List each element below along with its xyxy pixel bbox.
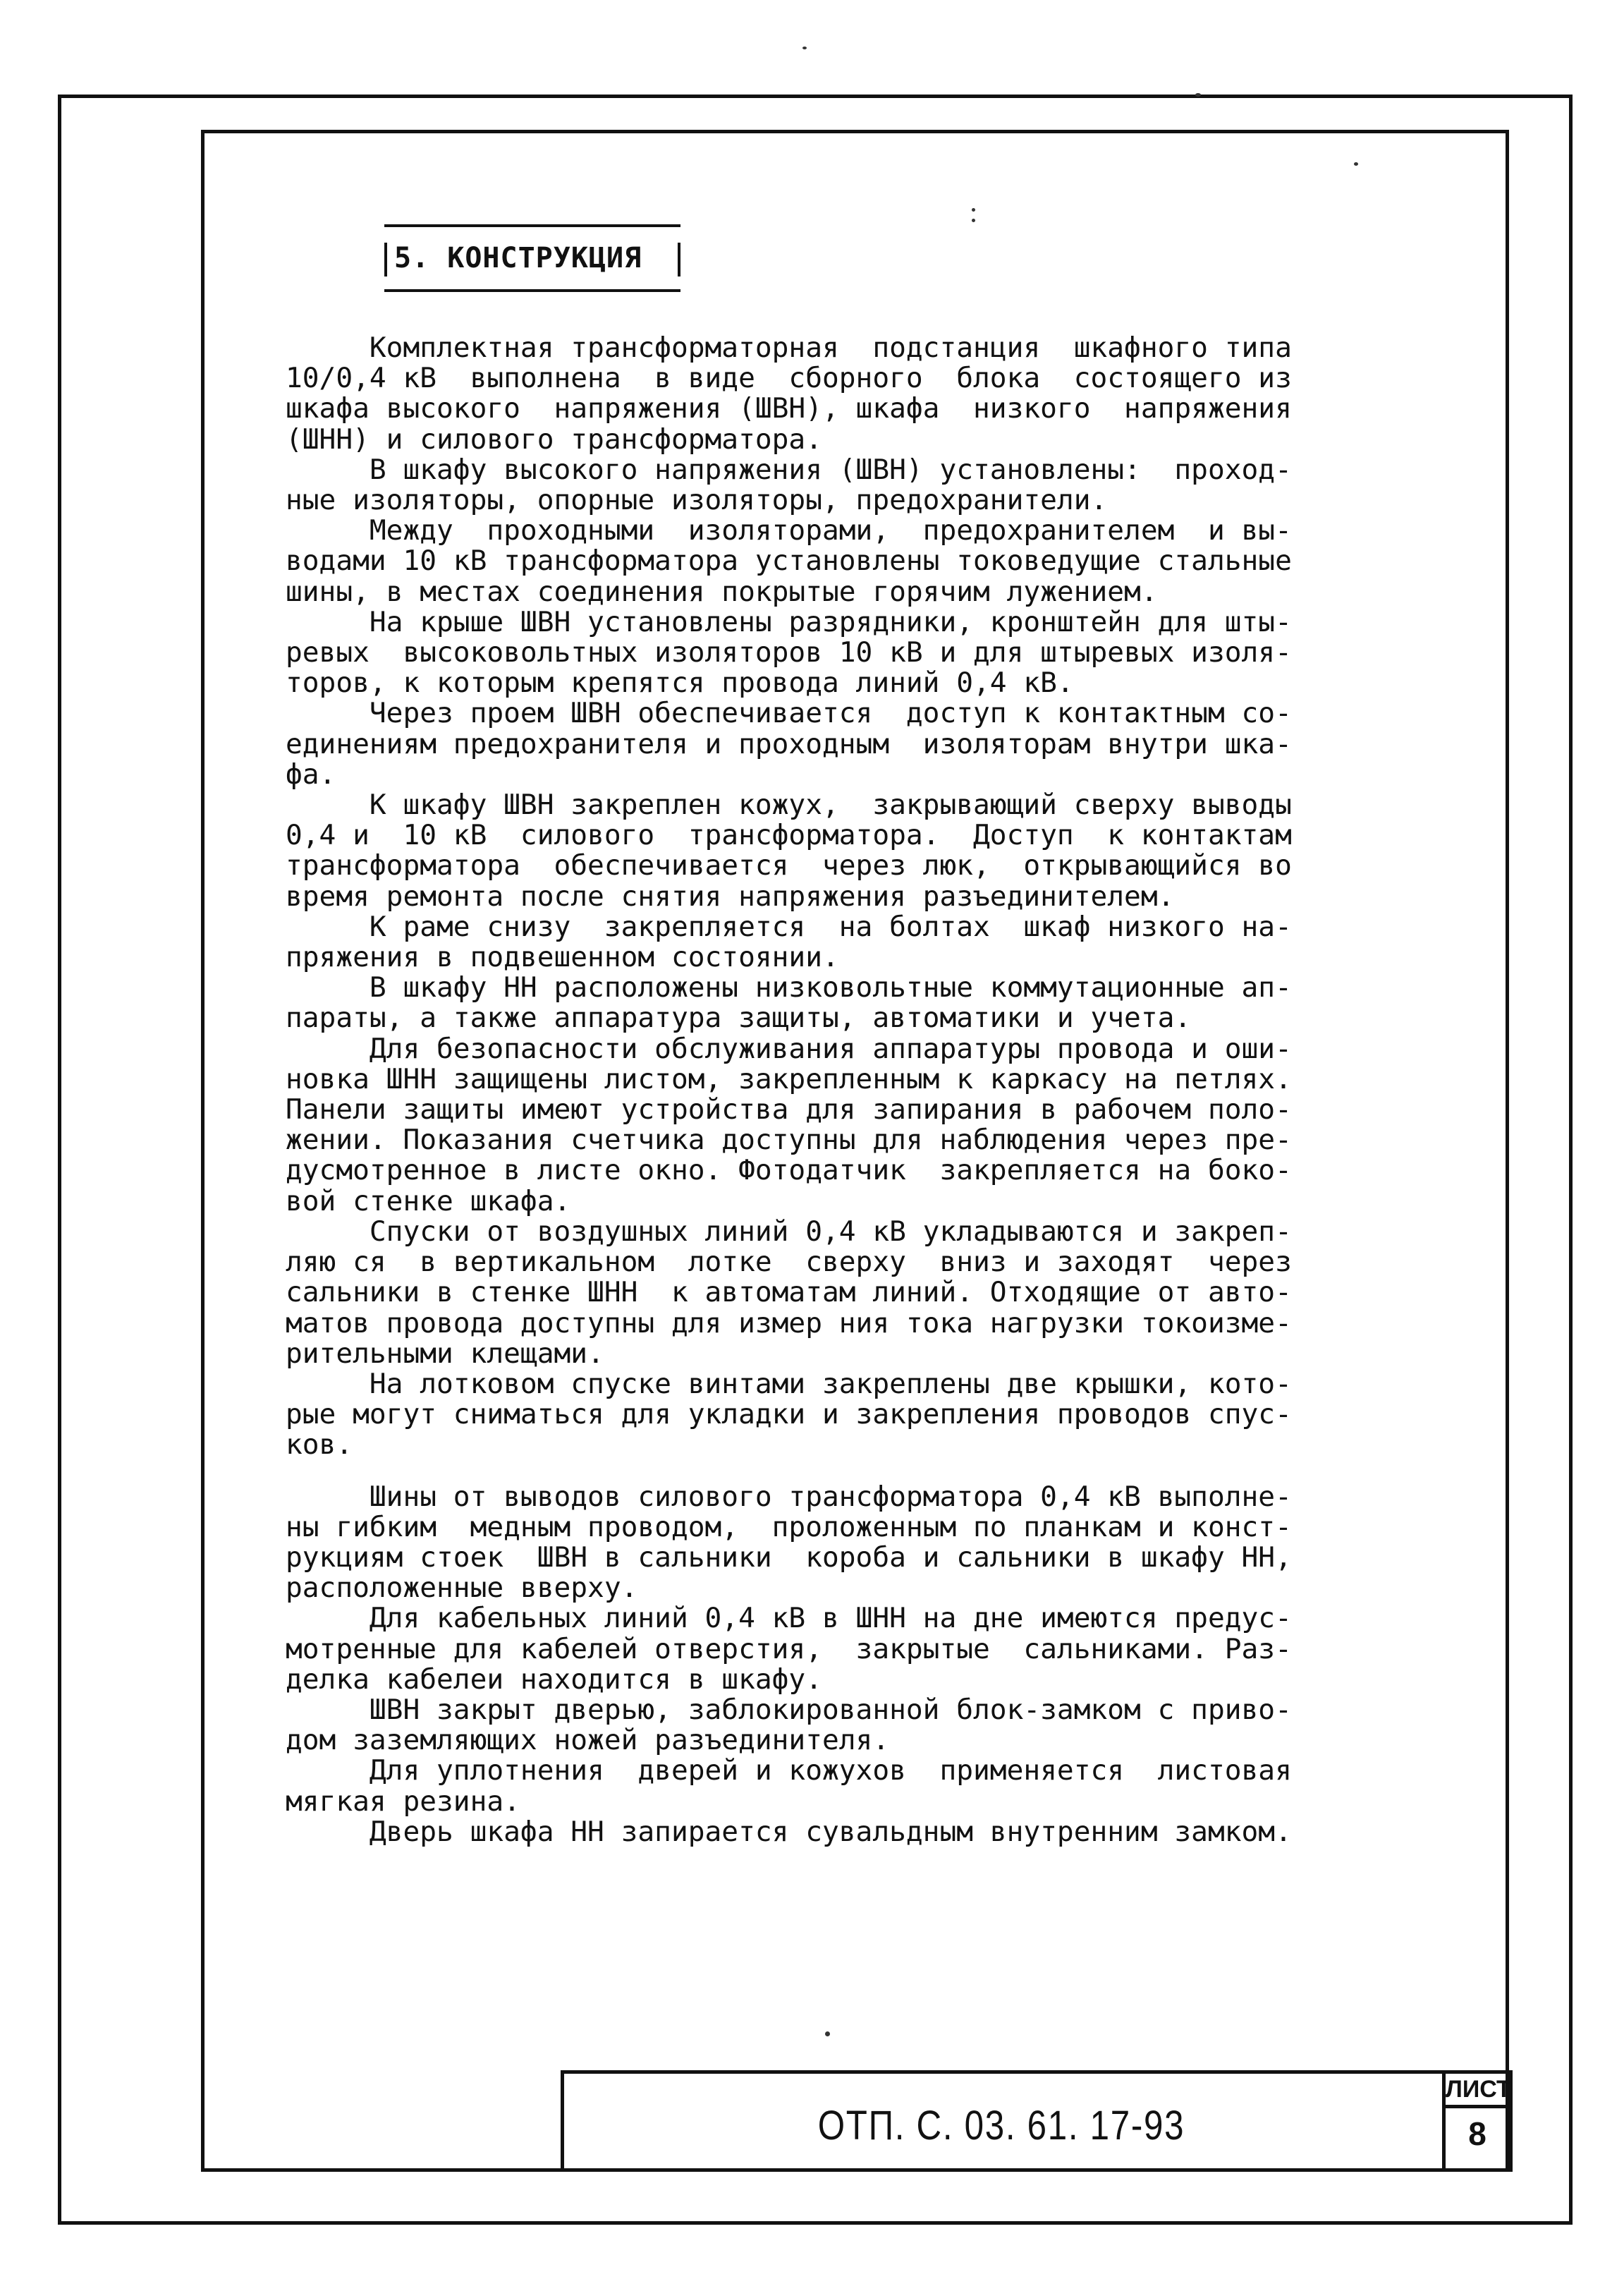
text-line: Для уплотнения дверей и кожухов применяется листовая: [286, 1754, 1292, 1787]
text-line: На крыше ШВН установлены разрядники, кронштейн для шты-: [286, 605, 1292, 638]
paragraph: [286, 698, 1456, 790]
text-line: шины, в местах соединения покрытые горячим лужением.: [286, 575, 1158, 608]
text-line: ны гибким медным проводом, проложенным по планкам и конст-: [286, 1510, 1292, 1543]
paragraph: [286, 607, 1456, 699]
scan-speck: [972, 208, 975, 212]
text-line: дусмотренное в листе окно. Фотодатчик закрепляется на боко-: [286, 1154, 1292, 1187]
text-line: рительными клещами.: [286, 1337, 604, 1370]
sheet-label: ЛИСТ: [1446, 2074, 1509, 2108]
text-line: Через проем ШВН обеспечивается доступ к контактным со-: [286, 697, 1292, 730]
text-line: параты, а также аппаратура защиты, автоматики и учета.: [286, 1002, 1192, 1035]
text-line: фа.: [286, 758, 336, 791]
sheet-box: [1442, 2070, 1513, 2172]
text-line: В шкафу высокого напряжения (ШВН) установлены: проход-: [286, 453, 1292, 486]
scan-speck: [1354, 162, 1358, 166]
text-line: новка ШНН защищены листом, закрепленным к каркасу на петлях.: [286, 1062, 1292, 1095]
paragraph: [286, 973, 1456, 1033]
sheet-number: 8: [1468, 2115, 1486, 2152]
text-line: жении. Показания счетчика доступны для наблюдения через пре-: [286, 1124, 1292, 1157]
text-line: Для кабельных линий 0,4 кВ в ШНН на дне имеются предус-: [286, 1602, 1292, 1635]
paragraph: [286, 1217, 1456, 1369]
text-line: мотренные для кабелей отверстия, закрытые сальниками. Раз-: [286, 1632, 1292, 1665]
section-title: 5. КОНСТРУКЦИЯ: [394, 242, 642, 274]
text-line: торов, к которым крепятся провода линий 0,4 кВ.: [286, 667, 1074, 700]
text-line: единениям предохранителя и проходным изоляторам внутри шка-: [286, 727, 1292, 760]
text-line: На лотковом спуске винтами закреплены две крышки, кото-: [286, 1367, 1292, 1400]
text-line: ревых высоковольтных изоляторов 10 кВ и для штыревых изоля-: [286, 636, 1292, 669]
text-line: Между проходными изоляторами, предохранителем и вы-: [286, 514, 1292, 547]
text-line: шкафа высокого напряжения (ШВН), шкафа низкого напряжения: [286, 392, 1292, 425]
scan-speck: [802, 47, 807, 49]
scan-speck: [825, 2031, 830, 2036]
paragraph: [286, 1756, 1456, 1816]
paragraph: [286, 1034, 1456, 1217]
paragraph: [286, 1603, 1456, 1695]
text-line: Для безопасности обслуживания аппаратуры провода и оши-: [286, 1032, 1292, 1065]
paragraph: [286, 333, 1456, 455]
text-line: Панели защиты имеют устройства для запирания в рабочем поло-: [286, 1093, 1292, 1126]
text-line: трансформатора обеспечивается через люк, открывающийся во: [286, 849, 1292, 882]
text-line: мягкая резина.: [286, 1785, 520, 1818]
text-line: рукциям стоек ШВН в сальники короба и сальники в шкафу НН,: [286, 1540, 1292, 1574]
text-line: рые могут сниматься для укладки и закрепления проводов спус-: [286, 1398, 1292, 1431]
paragraph: [286, 516, 1456, 607]
text-line: Комплектная трансформаторная подстанция шкафного типа: [286, 332, 1292, 364]
paragraph: [286, 1695, 1456, 1756]
text-line: сальники в стенке ШНН к автоматам линий. Отходящие от авто-: [286, 1276, 1292, 1309]
title-block: [561, 2070, 1509, 2172]
scan-speck: [972, 219, 975, 222]
text-line: В шкафу НН расположены низковольтные коммутационные ап-: [286, 971, 1292, 1004]
paragraph: [286, 1369, 1456, 1461]
text-line: вой стенке шкафа.: [286, 1184, 571, 1217]
paragraph: [286, 912, 1456, 973]
text-line: время ремонта после снятия напряжения разъединителем.: [286, 880, 1175, 913]
text-line: пряжения в подвешенном состоянии.: [286, 941, 839, 974]
text-line: водами 10 кВ трансформатора установлены токоведущие стальные: [286, 545, 1292, 578]
paragraph: [286, 1817, 1456, 1847]
document-code: ОТП. С. 03. 61. 17-93: [817, 2103, 1185, 2149]
text-line: ков.: [286, 1428, 353, 1462]
text-line: матов провода доступны для измер ния тока нагрузки токоизме-: [286, 1306, 1292, 1339]
text-line: (ШНН) и силового трансформатора.: [286, 423, 822, 456]
text-line: дом заземляющих ножей разъединителя.: [286, 1724, 890, 1757]
scan-speck: [1195, 93, 1201, 97]
text-line: К шкафу ШВН закреплен кожух, закрывающий сверху выводы: [286, 789, 1292, 822]
text-line: ляю ся в вертикальном лотке сверху вниз и заходят через: [286, 1246, 1292, 1279]
text-line: расположенные вверху.: [286, 1572, 638, 1605]
text-line: 10/0,4 кВ выполнена в виде сборного блока состоящего из: [286, 362, 1292, 395]
text-line: ные изоляторы, опорные изоляторы, предохранители.: [286, 484, 1108, 517]
text-line: К раме снизу закрепляется на болтах шкаф низкого на-: [286, 910, 1292, 943]
document-body: [286, 333, 1456, 1847]
text-line: ШВН закрыт дверью, заблокированной блок-замком с приво-: [286, 1693, 1292, 1726]
text-line: Спуски от воздушных линий 0,4 кВ укладываются и закреп-: [286, 1215, 1292, 1248]
text-line: 0,4 и 10 кВ силового трансформатора. Доступ к контактам: [286, 819, 1292, 852]
section-title-box: [384, 224, 680, 292]
paragraph: [286, 1482, 1456, 1604]
text-line: Дверь шкафа НН запирается сувальдным внутренним замком.: [286, 1815, 1292, 1848]
paragraph: [286, 455, 1456, 516]
paragraph: [286, 790, 1456, 912]
text-line: делка кабелеи находится в шкафу.: [286, 1663, 822, 1696]
text-line: Шины от выводов силового трансформатора 0,4 кВ выполне-: [286, 1480, 1292, 1513]
